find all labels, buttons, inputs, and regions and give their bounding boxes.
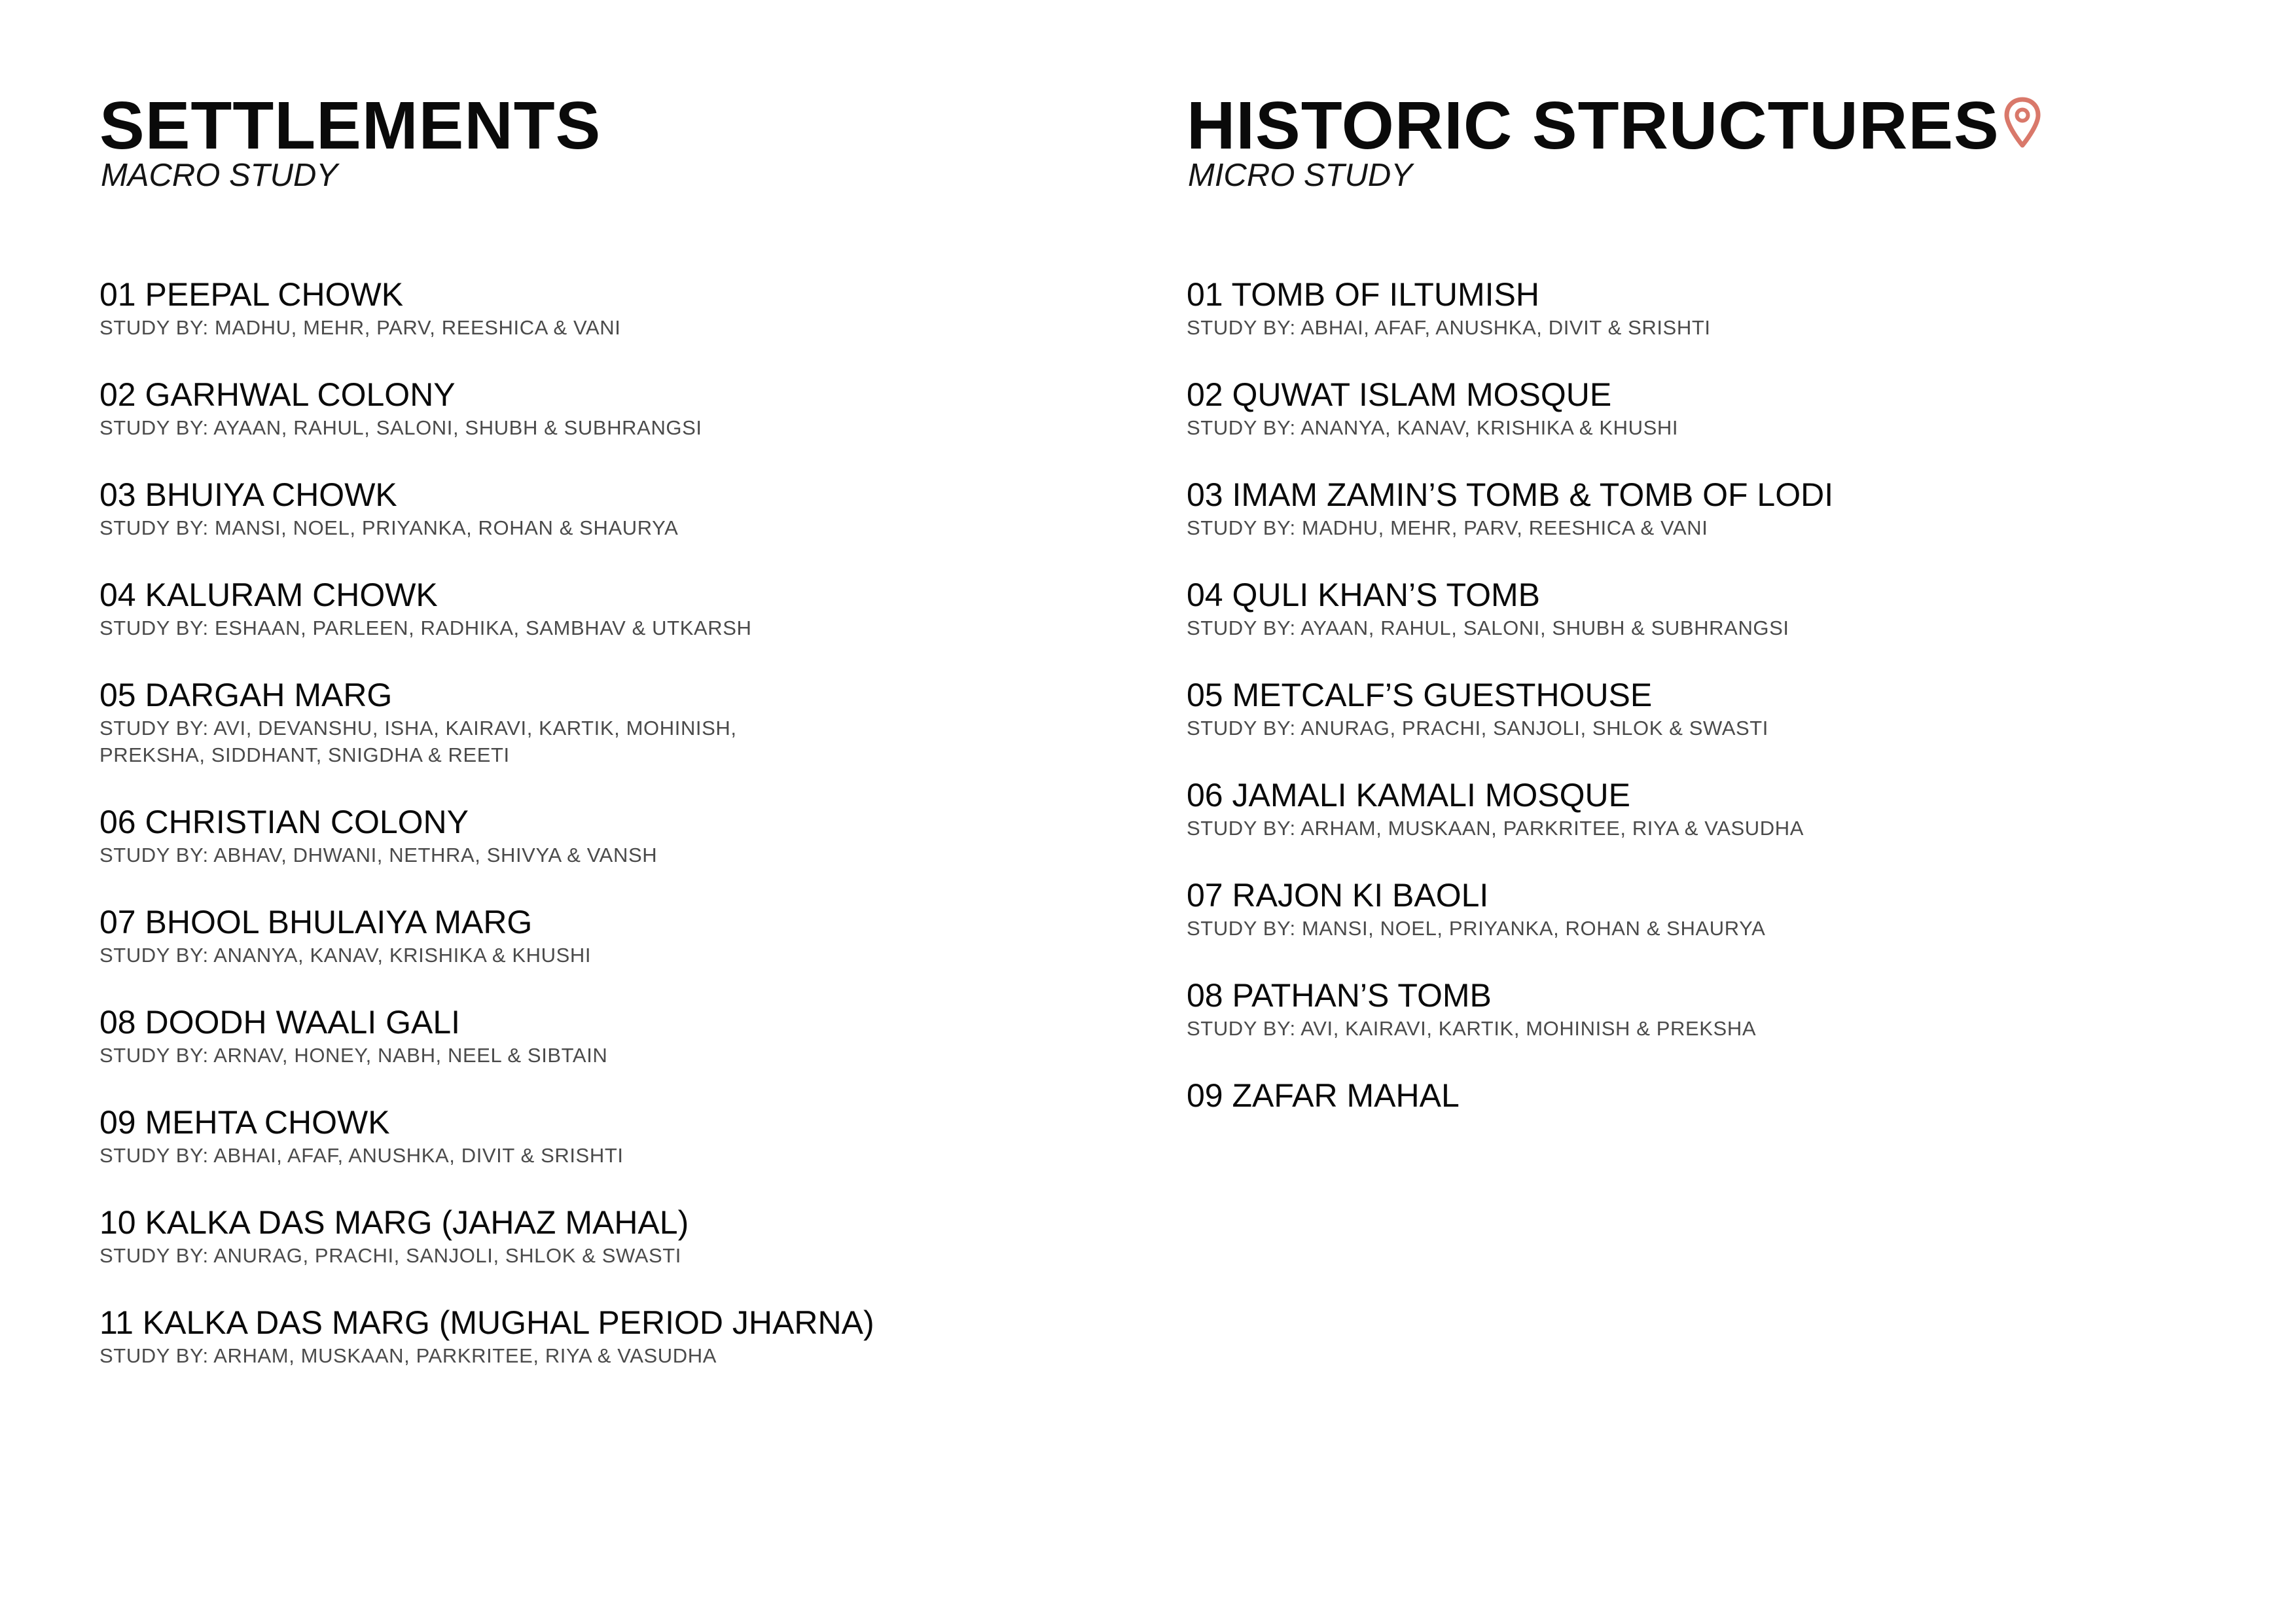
- item-credits: STUDY BY: ARHAM, MUSKAAN, PARKRITEE, RIYA & VASUDHA: [99, 1344, 717, 1367]
- list-item: [1187, 776, 1833, 842]
- list-item: [1187, 976, 1833, 1042]
- item-credits: STUDY BY: ARHAM, MUSKAAN, PARKRITEE, RIYA & VASUDHA: [1187, 817, 1804, 840]
- item-credits: STUDY BY: MANSI, NOEL, PRIYANKA, ROHAN & SHAURYA: [1187, 917, 1766, 940]
- list-item: [99, 275, 874, 341]
- list-item: [1187, 876, 1833, 942]
- item-credits: STUDY BY: AYAAN, RAHUL, SALONI, SHUBH & SUBHRANGSI: [99, 416, 702, 439]
- list-item: [1187, 375, 1833, 441]
- settlements-subtitle: MACRO STUDY: [101, 158, 338, 193]
- list-item: [99, 575, 874, 641]
- item-credits: STUDY BY: ANANYA, KANAV, KRISHIKA & KHUSHI: [99, 944, 592, 967]
- list-item: [1187, 675, 1833, 741]
- item-title: 06 JAMALI KAMALI MOSQUE: [1187, 777, 1630, 813]
- item-credits: STUDY BY: AVI, DEVANSHU, ISHA, KAIRAVI, KARTIK, MOHINISH, PREKSHA, SIDDHANT, SNIGDHA & REETI: [99, 717, 737, 766]
- list-item: [99, 675, 874, 768]
- item-title: 06 CHRISTIAN COLONY: [99, 804, 469, 840]
- item-credits: STUDY BY: ABHAV, DHWANI, NETHRA, SHIVYA & VANSH: [99, 844, 658, 866]
- item-title: 11 KALKA DAS MARG (MUGHAL PERIOD JHARNA): [99, 1304, 874, 1341]
- item-title: 10 KALKA DAS MARG (JAHAZ MAHAL): [99, 1204, 689, 1241]
- item-title: 05 DARGAH MARG: [99, 677, 393, 713]
- item-title: 03 IMAM ZAMIN’S TOMB & TOMB OF LODI: [1187, 476, 1834, 513]
- list-item: [1187, 1076, 1833, 1115]
- item-credits: STUDY BY: ABHAI, AFAF, ANUSHKA, DIVIT & SRISHTI: [99, 1144, 624, 1167]
- list-item: [99, 902, 874, 969]
- item-title: 02 GARHWAL COLONY: [99, 376, 456, 413]
- item-credits: STUDY BY: MADHU, MEHR, PARV, REESHICA & VANI: [99, 316, 621, 339]
- item-title: 07 BHOOL BHULAIYA MARG: [99, 904, 533, 940]
- item-title: 09 ZAFAR MAHAL: [1187, 1077, 1460, 1114]
- list-item: [99, 1203, 874, 1269]
- item-title: 04 QULI KHAN’S TOMB: [1187, 577, 1540, 613]
- item-credits: STUDY BY: ANANYA, KANAV, KRISHIKA & KHUSHI: [1187, 416, 1679, 439]
- location-pin-icon: [2003, 97, 2041, 149]
- item-credits: STUDY BY: MANSI, NOEL, PRIYANKA, ROHAN & SHAURYA: [99, 516, 679, 539]
- item-title: 04 KALURAM CHOWK: [99, 577, 438, 613]
- item-credits: STUDY BY: AYAAN, RAHUL, SALONI, SHUBH & SUBHRANGSI: [1187, 616, 1789, 639]
- settlements-list: [99, 275, 874, 1403]
- list-item: [1187, 275, 1833, 341]
- list-item: [99, 475, 874, 541]
- list-item: [99, 1303, 874, 1369]
- item-title: 08 DOODH WAALI GALI: [99, 1004, 461, 1041]
- item-credits: STUDY BY: ARNAV, HONEY, NABH, NEEL & SIBTAIN: [99, 1044, 608, 1067]
- list-item: [99, 375, 874, 441]
- item-title: 07 RAJON KI BAOLI: [1187, 877, 1489, 914]
- item-credits: STUDY BY: AVI, KAIRAVI, KARTIK, MOHINISH & PREKSHA: [1187, 1017, 1757, 1040]
- list-item: [1187, 475, 1833, 541]
- historic-structures-title: HISTORIC STRUCTURES: [1187, 88, 2000, 163]
- item-title: 01 PEEPAL CHOWK: [99, 276, 404, 313]
- item-title: 01 TOMB OF ILTUMISH: [1187, 276, 1539, 313]
- item-title: 03 BHUIYA CHOWK: [99, 476, 397, 513]
- settlements-title: SETTLEMENTS: [99, 88, 601, 163]
- item-credits: STUDY BY: ANURAG, PRACHI, SANJOLI, SHLOK & SWASTI: [1187, 717, 1768, 740]
- item-credits: STUDY BY: ANURAG, PRACHI, SANJOLI, SHLOK & SWASTI: [99, 1244, 681, 1267]
- list-item: [99, 802, 874, 868]
- historic-structures-list: [1187, 275, 1833, 1149]
- list-item: [99, 1003, 874, 1069]
- item-credits: STUDY BY: ABHAI, AFAF, ANUSHKA, DIVIT & SRISHTI: [1187, 316, 1711, 339]
- historic-structures-subtitle: MICRO STUDY: [1188, 158, 1412, 193]
- list-item: [1187, 575, 1833, 641]
- item-credits: STUDY BY: ESHAAN, PARLEEN, RADHIKA, SAMBHAV & UTKARSH: [99, 616, 752, 639]
- item-credits: STUDY BY: MADHU, MEHR, PARV, REESHICA & VANI: [1187, 516, 1708, 539]
- item-title: 08 PATHAN’S TOMB: [1187, 977, 1492, 1014]
- list-item: [99, 1103, 874, 1169]
- item-title: 02 QUWAT ISLAM MOSQUE: [1187, 376, 1612, 413]
- item-title: 09 MEHTA CHOWK: [99, 1104, 390, 1141]
- item-title: 05 METCALF’S GUESTHOUSE: [1187, 677, 1653, 713]
